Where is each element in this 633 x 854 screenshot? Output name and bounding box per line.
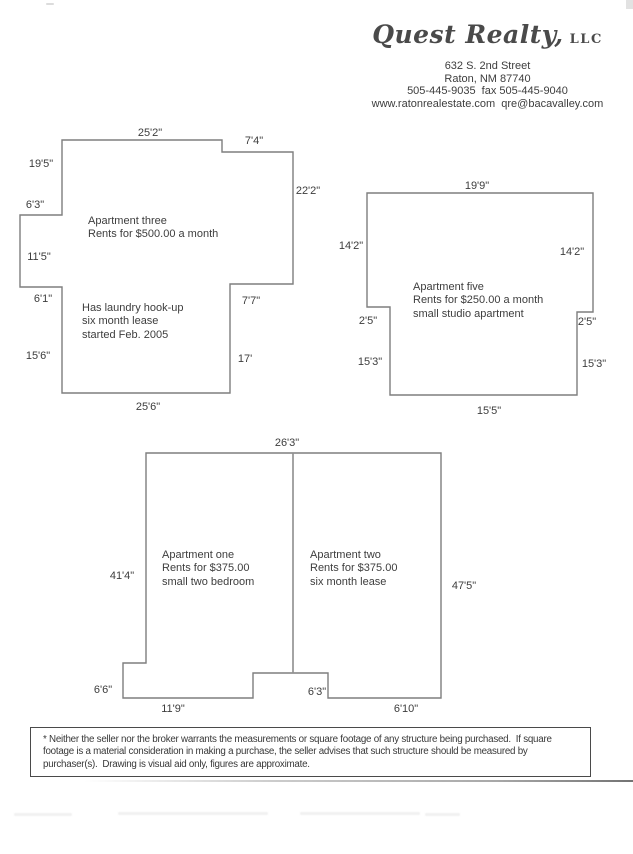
apartment-five-note [413,281,543,321]
note-line: Rents for $375.00 [162,562,250,575]
dim-label: 2'5" [577,316,597,328]
phone-fax-line: 505-445-9035 fax 505-445-9040 [407,85,568,97]
website-email-line: www.ratonrealestate.com qre@bacavalley.com [371,97,604,110]
note-line: started Feb. 2005 [82,328,169,341]
apartment-three-details-note [82,302,184,342]
note-line: six month lease [82,315,159,328]
apartment-two-note [310,549,397,589]
apartment-one-note [162,549,254,589]
apartment-three-note [88,215,218,242]
dim-label: 15'3" [581,358,607,370]
company-name-script: Quest Realty, [372,20,564,49]
disclaimer-line: * Neither the seller nor the broker warrants the measurements or square footage of any structure being purchased. If square [43,734,552,745]
dim-label: 19'9" [464,180,490,192]
dim-label: 25'2" [137,127,163,139]
dim-label: 7'4" [244,135,264,147]
dim-label: 15'3" [357,356,383,368]
note-line: Apartment two [310,549,381,561]
address-city: Raton, NM 87740 [444,72,531,85]
note-line: Rents for $375.00 [310,562,398,575]
note-line: small two bedroom [162,575,255,588]
dim-label: 19'5" [28,158,54,170]
note-line: Apartment three [88,215,167,227]
disclaimer-line: footage is a material consideration in making a purchase, the seller advises that such structure should be measured by [43,746,528,758]
dim-label: 15'6" [25,350,51,362]
dim-label: 15'5" [476,405,502,417]
note-line: Rents for $500.00 a month [88,228,219,241]
disclaimer-line: purchaser(s). Drawing is visual aid only, figures are approximate. [43,758,310,770]
note-line: Apartment five [413,281,484,293]
address-street: 632 S. 2nd Street [444,60,531,72]
note-line: Rents for $250.00 a month [413,294,544,307]
dim-label: 26'3" [274,437,300,449]
note-line: small studio apartment [413,307,524,320]
dim-label: 6'3" [307,686,327,698]
dim-label: 41'4" [109,570,135,582]
dim-label: 6'10" [393,703,419,715]
dim-label: 2'5" [358,315,378,327]
dim-label: 11'5" [27,251,51,263]
dim-label: 14'2" [338,240,364,252]
note-line: Apartment one [162,549,235,561]
company-name-suffix: LLC [563,32,603,47]
dim-label: 6'3" [25,199,45,211]
note-line: Has laundry hook-up [82,302,184,314]
dim-label: 7'7" [241,295,261,307]
note-line: six month lease [310,575,387,588]
disclaimer-box [30,727,591,777]
dim-label: 47'5" [451,580,477,592]
dim-label: 25'6" [135,401,161,413]
dim-label: 17' [237,353,253,365]
dim-label: 14'2" [559,246,585,258]
dim-label: 22'2" [295,185,321,197]
dim-label: 6'6" [93,684,113,696]
dim-label: 6'1" [33,293,53,305]
dim-label: 11'9" [161,703,185,715]
